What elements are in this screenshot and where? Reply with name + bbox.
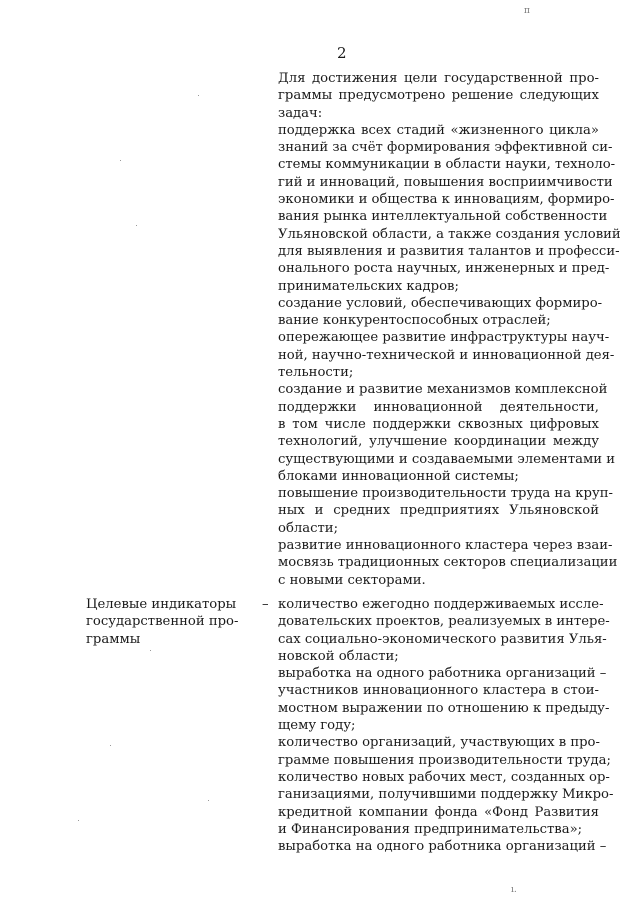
text-line: онального роста научных, инженерных и пред-: [278, 261, 610, 277]
paragraph: [278, 665, 610, 734]
paragraph: [278, 70, 599, 122]
text-line: повышение производительности труда на круп-: [278, 486, 613, 502]
scan-speck: [120, 160, 121, 161]
text-line: экономики и общества к инновациям, формиро-: [278, 192, 615, 208]
bottom-mark: ı.: [511, 885, 517, 895]
text-line: создание условий, обеспечивающих формиро-: [278, 295, 603, 311]
text-line: создание и развитие механизмов комплексной: [278, 382, 608, 398]
text-line: щему году;: [278, 718, 356, 734]
text-line: с новыми секторами.: [278, 572, 426, 588]
scan-speck: [110, 745, 111, 746]
paragraph: [278, 329, 615, 381]
text-line: принимательских кадров;: [278, 278, 459, 294]
paragraph: [278, 769, 614, 838]
paragraph: [278, 122, 621, 295]
text-line: кредитной компании фонда «Фонд Развития: [278, 804, 599, 820]
text-line: новской области;: [278, 648, 399, 664]
text-line: для выявления и развития талантов и професси-: [278, 243, 620, 259]
scan-speck: [78, 820, 79, 821]
paragraph: [278, 381, 616, 485]
scan-speck: [150, 650, 151, 651]
indicators-text-block: [278, 596, 614, 855]
text-line: ной, научно-технической и инновационной дея-: [278, 347, 615, 363]
paragraph: [278, 537, 618, 589]
label-dash: –: [262, 597, 269, 612]
text-line: выработка на одного работника организаций –: [278, 839, 607, 855]
paragraph: [278, 838, 607, 855]
text-line: довательских проектов, реализуемых в интере-: [278, 614, 610, 630]
text-line: сах социально-экономического развития Улья-: [278, 631, 607, 647]
text-line: ных и средних предприятиях Ульяновской: [278, 503, 599, 519]
scan-speck: [198, 95, 199, 96]
indicators-label: [86, 596, 256, 648]
scan-speck: [208, 800, 209, 801]
page-number: 2: [337, 44, 347, 62]
text-line: поддержки инновационной деятельности,: [278, 399, 599, 415]
text-line: мостном выражении по отношению к предыду-: [278, 700, 610, 716]
text-line: поддержка всех стадий «жизненного цикла»: [278, 122, 599, 138]
text-line: тельности;: [278, 365, 354, 381]
text-line: вания рынка интеллектуальной собственности: [278, 209, 608, 225]
text-line: количество новых рабочих мест, созданных ор-: [278, 769, 610, 785]
indicators-label-line: граммы: [86, 631, 141, 647]
scan-speck: [136, 225, 137, 226]
text-line: стемы коммуникации в области науки, техноло-: [278, 157, 616, 173]
text-line: количество организаций, участвующих в про-: [278, 735, 600, 751]
indicators-label-line: Целевые индикаторы: [86, 597, 237, 612]
text-line: развитие инновационного кластера через взаи-: [278, 538, 613, 554]
paragraph: [278, 596, 610, 665]
corner-mark: п: [524, 6, 530, 16]
text-line: блоками инновационной системы;: [278, 468, 519, 484]
text-line: задач:: [278, 105, 323, 121]
text-line: знаний за счёт формирования эффективной си-: [278, 140, 613, 156]
paragraph: [278, 734, 611, 769]
text-line: существующими и создаваемыми элементами и: [278, 451, 616, 467]
text-line: вание конкурентоспособных отраслей;: [278, 313, 551, 329]
paragraph: [278, 485, 613, 537]
goals-text-block: [278, 70, 621, 589]
text-line: ганизациями, получившими поддержку Микро-: [278, 787, 614, 803]
text-line: выработка на одного работника организаций –: [278, 666, 607, 682]
paragraph: [278, 295, 603, 330]
text-line: грамме повышения производительности труда;: [278, 752, 611, 768]
text-line: в том числе поддержки сквозных цифровых: [278, 416, 599, 432]
text-line: мосвязь традиционных секторов специализации: [278, 555, 618, 571]
text-line: участников инновационного кластера в стои-: [278, 683, 599, 699]
text-line: опережающее развитие инфраструктуры науч-: [278, 330, 610, 346]
text-line: Ульяновской области, а также создания условий: [278, 226, 621, 242]
text-line: Для достижения цели государственной про-: [278, 71, 599, 86]
text-line: технологий, улучшение координации между: [278, 434, 599, 450]
indicators-label-line: государственной про-: [86, 614, 239, 630]
text-line: гий и инноваций, повышения восприимчивости: [278, 174, 613, 190]
text-line: и Финансирования предпринимательства»;: [278, 821, 583, 837]
text-line: области;: [278, 520, 339, 536]
text-line: граммы предусмотрено решение следующих: [278, 88, 599, 104]
text-line: количество ежегодно поддерживаемых иссле-: [278, 597, 604, 612]
